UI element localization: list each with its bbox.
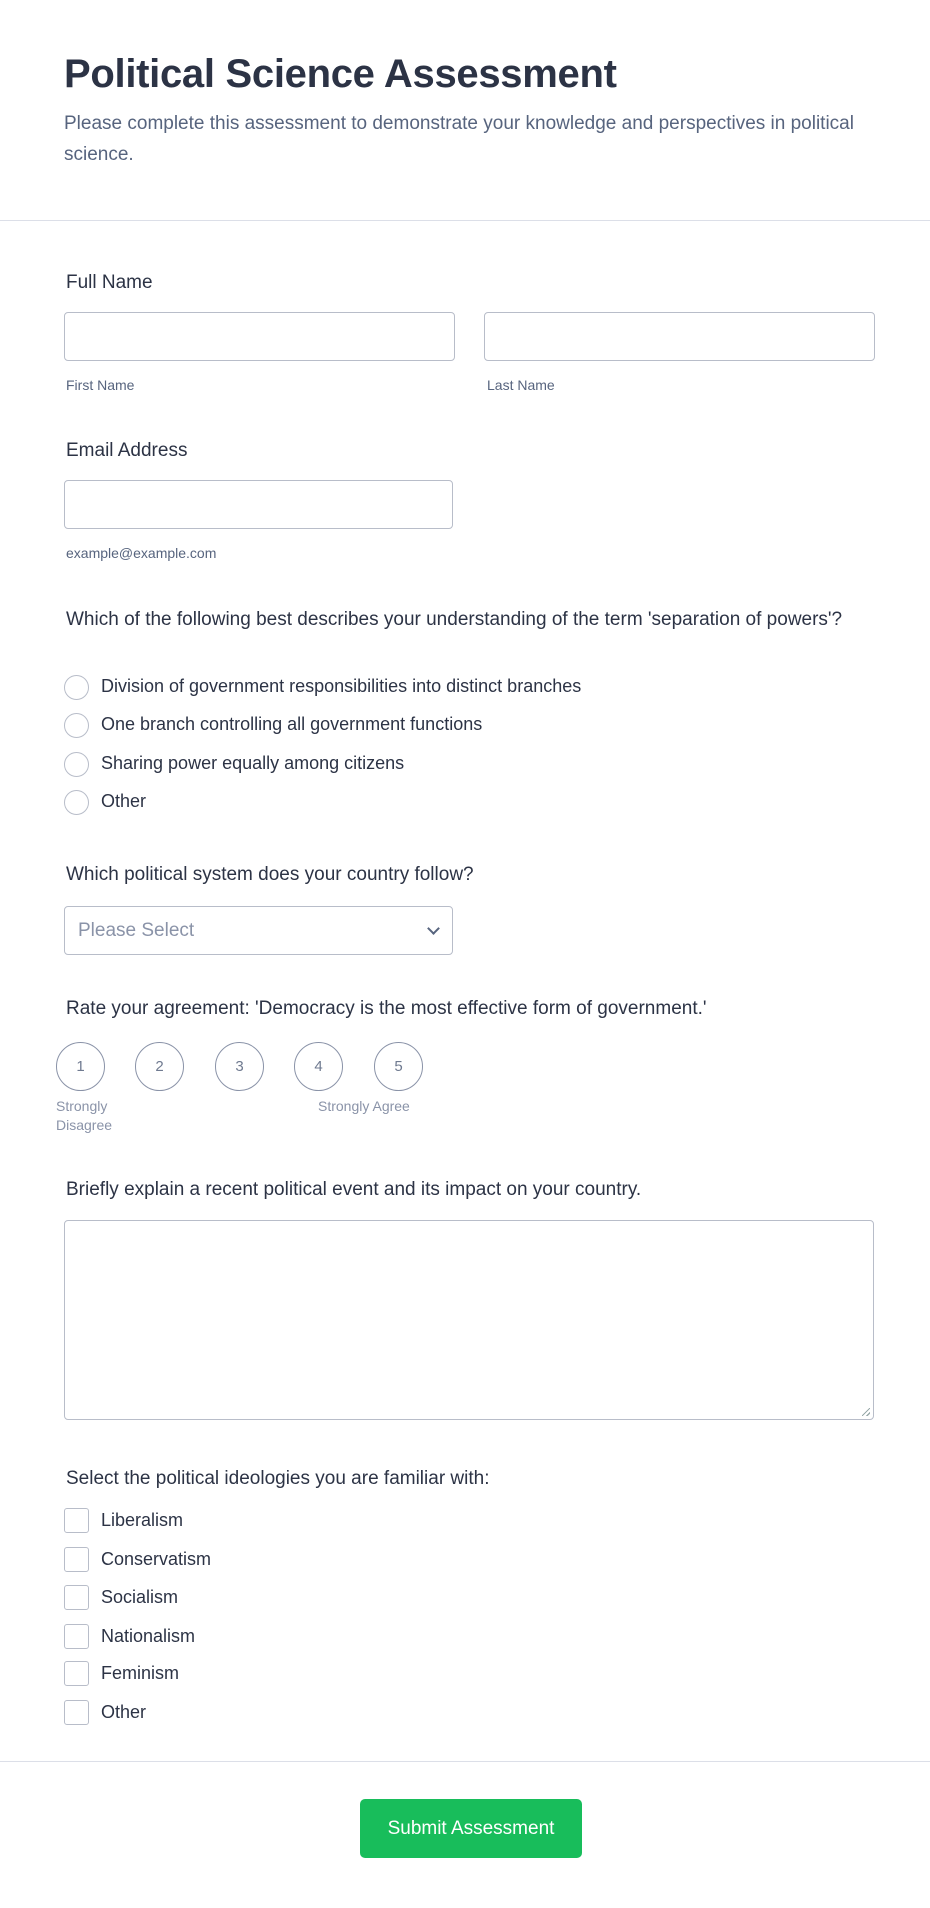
radio-label-2: One branch controlling all government functions bbox=[101, 714, 483, 734]
radio-option-3[interactable] bbox=[64, 752, 89, 777]
checkbox-liberalism[interactable] bbox=[64, 1508, 89, 1533]
first-name-input[interactable] bbox=[64, 312, 455, 361]
rating-option-3[interactable]: 3 bbox=[215, 1042, 264, 1091]
checkbox-conservatism[interactable] bbox=[64, 1547, 89, 1572]
checkbox-label: Other bbox=[101, 1702, 147, 1722]
last-name-input[interactable] bbox=[484, 312, 875, 361]
rating-min-label: Strongly Disagree bbox=[56, 1098, 113, 1133]
radio-label-1: Division of government responsibilities into distinct branches bbox=[101, 676, 582, 696]
checkbox-label: Conservatism bbox=[101, 1549, 212, 1569]
footer-divider bbox=[0, 1761, 930, 1762]
checkbox-other[interactable] bbox=[64, 1700, 89, 1725]
full-name-label: Full Name bbox=[66, 272, 153, 293]
submit-button[interactable]: Submit Assessment bbox=[360, 1799, 582, 1858]
rating-option-1[interactable]: 1 bbox=[56, 1042, 105, 1091]
rating-max-label: Strongly Agree bbox=[318, 1098, 410, 1114]
checkbox-label: Socialism bbox=[101, 1587, 179, 1607]
event-textarea[interactable] bbox=[64, 1220, 874, 1420]
checkbox-label: Feminism bbox=[101, 1663, 180, 1683]
political-system-select[interactable] bbox=[64, 906, 453, 955]
radio-option-1[interactable] bbox=[64, 675, 89, 700]
rating-question: Rate your agreement: 'Democracy is the most effective form of government.' bbox=[66, 998, 707, 1019]
resize-handle-icon[interactable] bbox=[862, 1408, 870, 1416]
email-sublabel: example@example.com bbox=[66, 545, 217, 561]
checkbox-label: Nationalism bbox=[101, 1626, 196, 1646]
select-placeholder: Please Select bbox=[78, 919, 195, 941]
event-question: Briefly explain a recent political event and its impact on your country. bbox=[66, 1179, 642, 1200]
separation-question: Which of the following best describes your understanding of the term 'separation of powers'? bbox=[66, 609, 843, 630]
email-input[interactable] bbox=[64, 480, 453, 529]
email-label: Email Address bbox=[66, 440, 188, 461]
ideologies-question: Select the political ideologies you are familiar with: bbox=[66, 1468, 490, 1489]
checkbox-feminism[interactable] bbox=[64, 1661, 89, 1686]
first-name-sublabel: First Name bbox=[66, 377, 135, 393]
radio-label-3: Sharing power equally among citizens bbox=[101, 753, 405, 773]
system-question: Which political system does your country follow? bbox=[66, 864, 474, 885]
rating-option-5[interactable]: 5 bbox=[374, 1042, 423, 1091]
rating-option-2[interactable]: 2 bbox=[135, 1042, 184, 1091]
checkbox-socialism[interactable] bbox=[64, 1585, 89, 1610]
page-title: Political Science Assessment bbox=[64, 52, 617, 96]
rating-option-4[interactable]: 4 bbox=[294, 1042, 343, 1091]
radio-label-4: Other bbox=[101, 791, 147, 811]
checkbox-label: Liberalism bbox=[101, 1510, 184, 1530]
radio-option-2[interactable] bbox=[64, 713, 89, 738]
radio-option-4[interactable] bbox=[64, 790, 89, 815]
checkbox-nationalism[interactable] bbox=[64, 1624, 89, 1649]
header-divider bbox=[0, 220, 930, 221]
chevron-down-icon bbox=[427, 922, 440, 935]
last-name-sublabel: Last Name bbox=[487, 377, 555, 393]
page-subtitle: Please complete this assessment to demonstrate your knowledge and perspectives in political science. bbox=[64, 113, 854, 165]
